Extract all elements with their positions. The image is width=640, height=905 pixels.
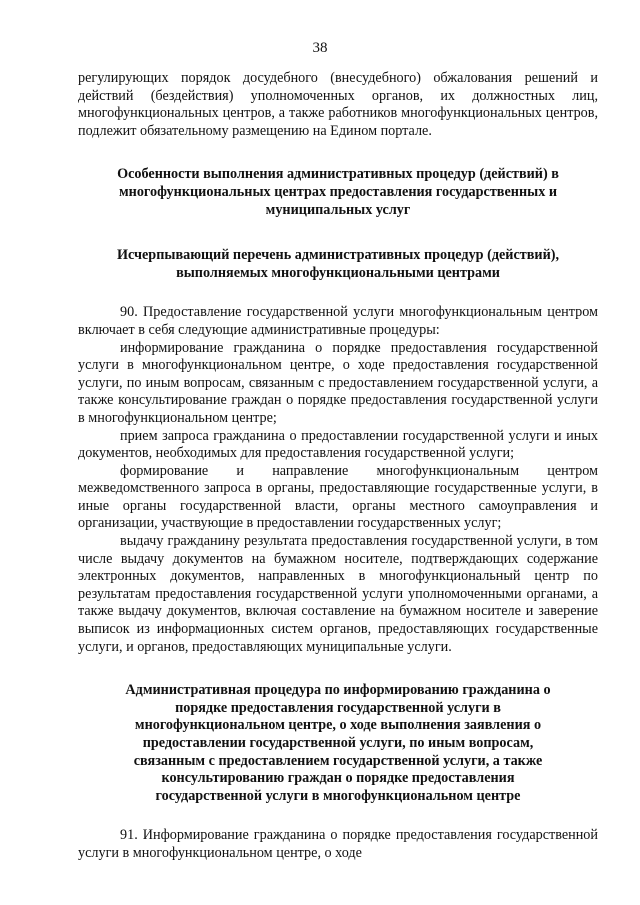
procedure-item-informing: информирование гражданина о порядке предоставления государственной услуги в многофункциональном центре, о ходе предоставления государственной услуги, по иным вопросам, связанным с предоставлением государственной услуги, а также консультирование граждан о порядке предоставления государственной услуги в многофункциональном центре; [78, 339, 598, 426]
procedure-item-request-intake: прием запроса гражданина о предоставлении государственной услуги и иных документов, необходимых для предоставления государственной услуги; [78, 427, 598, 462]
subsection-heading: Исчерпывающий перечень административных процедур (действий), выполняемых многофункциональными центрами [116, 247, 560, 281]
paragraph-90: 90. Предоставление государственной услуги многофункциональным центром включает в себя следующие административные процедуры: [78, 304, 598, 338]
section-heading: Особенности выполнения административных процедур (действий) в многофункциональных центрах предоставления государственных и муниципальных услуг [117, 166, 559, 218]
intro-paragraph: регулирующих порядок досудебного (внесудебного) обжалования решений и действий (бездействия) уполномоченных органов, их должностных лиц, многофункциональных центров, а также работников многофункциональных центров, подлежит обязательному размещению на Едином портале. [78, 70, 598, 139]
paragraph-91: 91. Информирование гражданина о порядке предоставления государственной услуги в многофункциональном центре, о ходе [78, 827, 598, 861]
procedure-item-result-issuance: выдачу гражданину результата предоставления государственной услуги, в том числе выдачу документов на бумажном носителе, подтверждающих содержание электронных документов, направленных в многофункциональный центр по результатам предоставления государственной услуги уполномоченными органами, а также выдачу документов, включая составление на бумажном носителе и заверение выписок из информационных систем органов, предоставляющих государственные услуги, и органов, предоставляющих муниципальные услуги. [78, 533, 598, 655]
procedure-heading: Административная процедура по информированию гражданина о порядке предоставления государственной услуги в многофункциональном центре, о ходе выполнения заявления о предоставлении государственной услуги, по иным вопросам, связанным с предоставлением государственной услуги, а также консультированию граждан о порядке предоставления государственной услуги в многофункциональном центре [125, 682, 551, 804]
page-number: 38 [312, 40, 328, 56]
page-content [78, 70, 598, 863]
procedure-item-interagency-request: формирование и направление многофункциональным центром межведомственного запроса в органы, предоставляющие государственные услуги, в иные органы государственной власти, органы местного самоуправления и организации, участвующие в предоставлении государственных услуг; [78, 462, 598, 532]
